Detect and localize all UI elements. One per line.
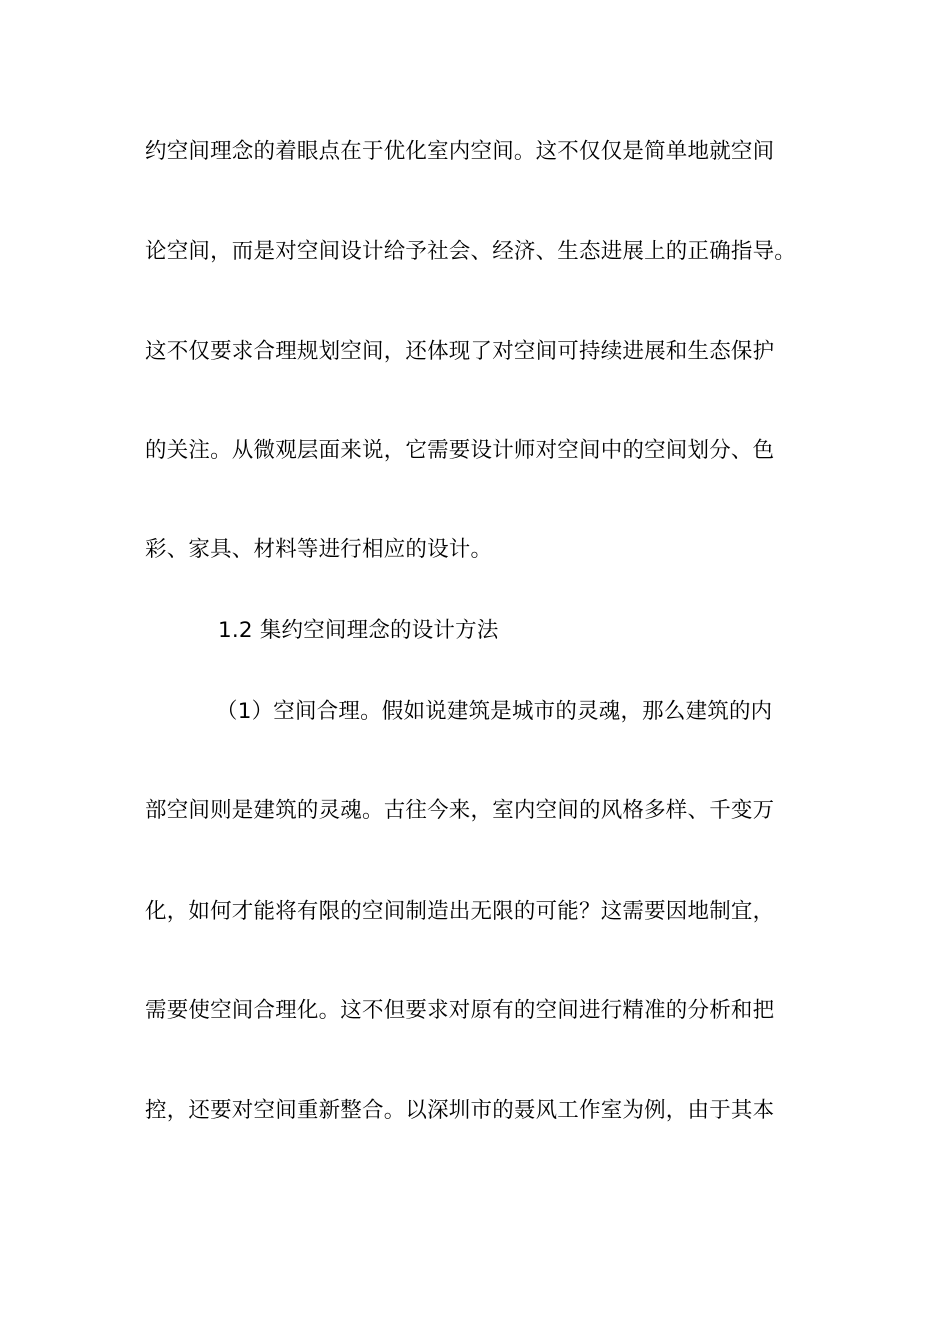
paragraph-line: 这不仅要求合理规划空间，还体现了对空间可持续进展和生态保护 bbox=[145, 339, 775, 364]
paragraph-line: 约空间理念的着眼点在于优化室内空间。这不仅仅是简单地就空间 bbox=[145, 139, 775, 164]
paragraph-line: 论空间，而是对空间设计给予社会、经济、生态进展上的正确指导。 bbox=[145, 239, 797, 264]
paragraph-line: 需要使空间合理化。这不但要求对原有的空间进行精准的分析和把 bbox=[145, 998, 775, 1023]
paragraph-line: 的关注。从微观层面来说，它需要设计师对空间中的空间划分、色 bbox=[145, 438, 775, 463]
paragraph-line: 化，如何才能将有限的空间制造出无限的可能？这需要因地制宜， bbox=[145, 899, 775, 924]
paragraph-line: 控，还要对空间重新整合。以深圳市的聂风工作室为例，由于其本 bbox=[145, 1098, 775, 1123]
paragraph-line: 彩、家具、材料等进行相应的设计。 bbox=[145, 537, 493, 562]
paragraph-line: 部空间则是建筑的灵魂。古往今来，室内空间的风格多样、千变万 bbox=[145, 798, 775, 823]
section-heading: 1.2 集约空间理念的设计方法 bbox=[218, 618, 499, 643]
paragraph-line: （1）空间合理。假如说建筑是城市的灵魂，那么建筑的内 bbox=[216, 699, 773, 724]
